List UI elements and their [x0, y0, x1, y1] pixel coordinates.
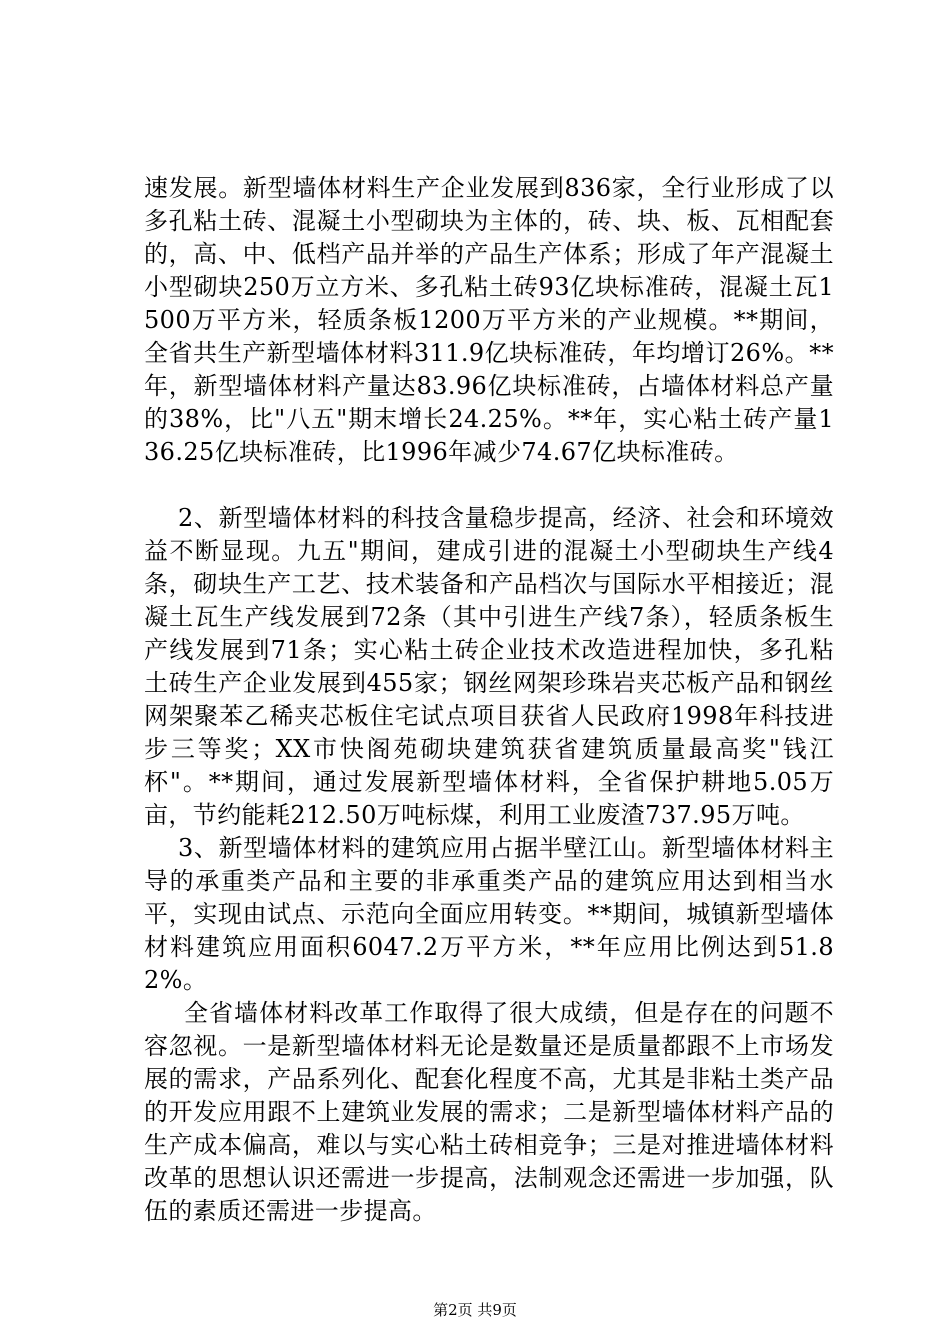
- paragraph-4: 全省墙体材料改革工作取得了很大成绩，但是存在的问题不容忽视。一是新型墙体材料无论是数量还是质量都跟不上市场发展的需求，产品系列化、配套化程度不高，尤其是非粘土类产品的开发应用跟不上建筑业发展的需求；二是新型墙体材料产品的生产成本偏高，难以与实心粘土砖相竞争；三是对推进墙体材料改革的思想认识还需进一步提高，法制观念还需进一步加强，队伍的素质还需进一步提高。: [144, 999, 834, 1225]
- page-number-footer: 第2页 共9页: [433, 1301, 517, 1319]
- paragraph-1: 速发展。新型墙体材料生产企业发展到836家，全行业形成了以多孔粘土砖、混凝土小型砌块为主体的，砖、块、板、瓦相配套的，高、中、低档产品并举的产品生产体系；形成了年产混凝土小型砌块250万立方米、多孔粘土砖93亿块标准砖，混凝土瓦1500万平方米，轻质条板1200万平方米的产业规模。**期间，全省共生产新型墙体材料311.9亿块标准砖，年均增订26%。**年，新型墙体材料产量达83.96亿块标准砖，占墙体材料总产量的38%，比"八五"期末增长24.25%。**年，实心粘土砖产量136.25亿块标准砖，比1996年减少74.67亿块标准砖。: [144, 174, 834, 466]
- paragraph-2: 2、新型墙体材料的科技含量稳步提高，经济、社会和环境效益不断显现。九五"期间，建成引进的混凝土小型砌块生产线4条，砌块生产工艺、技术装备和产品档次与国际水平相接近；混凝土瓦生产线发展到72条（其中引进生产线7条），轻质条板生产线发展到71条；实心粘土砖企业技术改造进程加快，多孔粘土砖生产企业发展到455家；钢丝网架珍珠岩夹芯板产品和钢丝网架聚苯乙稀夹芯板住宅试点项目获省人民政府1998年科技进步三等奖；XX市快阁苑砌块建筑获省建筑质量最高奖"钱江杯"。**期间，通过发展新型墙体材料，全省保护耕地5.05万亩，节约能耗212.50万吨标煤，利用工业废渣737.95万吨。: [144, 504, 834, 829]
- paragraph-3: 3、新型墙体材料的建筑应用占据半壁江山。新型墙体材料主导的承重类产品和主要的非承重类产品的建筑应用达到相当水平，实现由试点、示范向全面应用转变。**期间，城镇新型墙体材料建筑应用面积6047.2万平方米，**年应用比例达到51.82%。: [144, 834, 834, 994]
- document-body: [144, 172, 834, 1228]
